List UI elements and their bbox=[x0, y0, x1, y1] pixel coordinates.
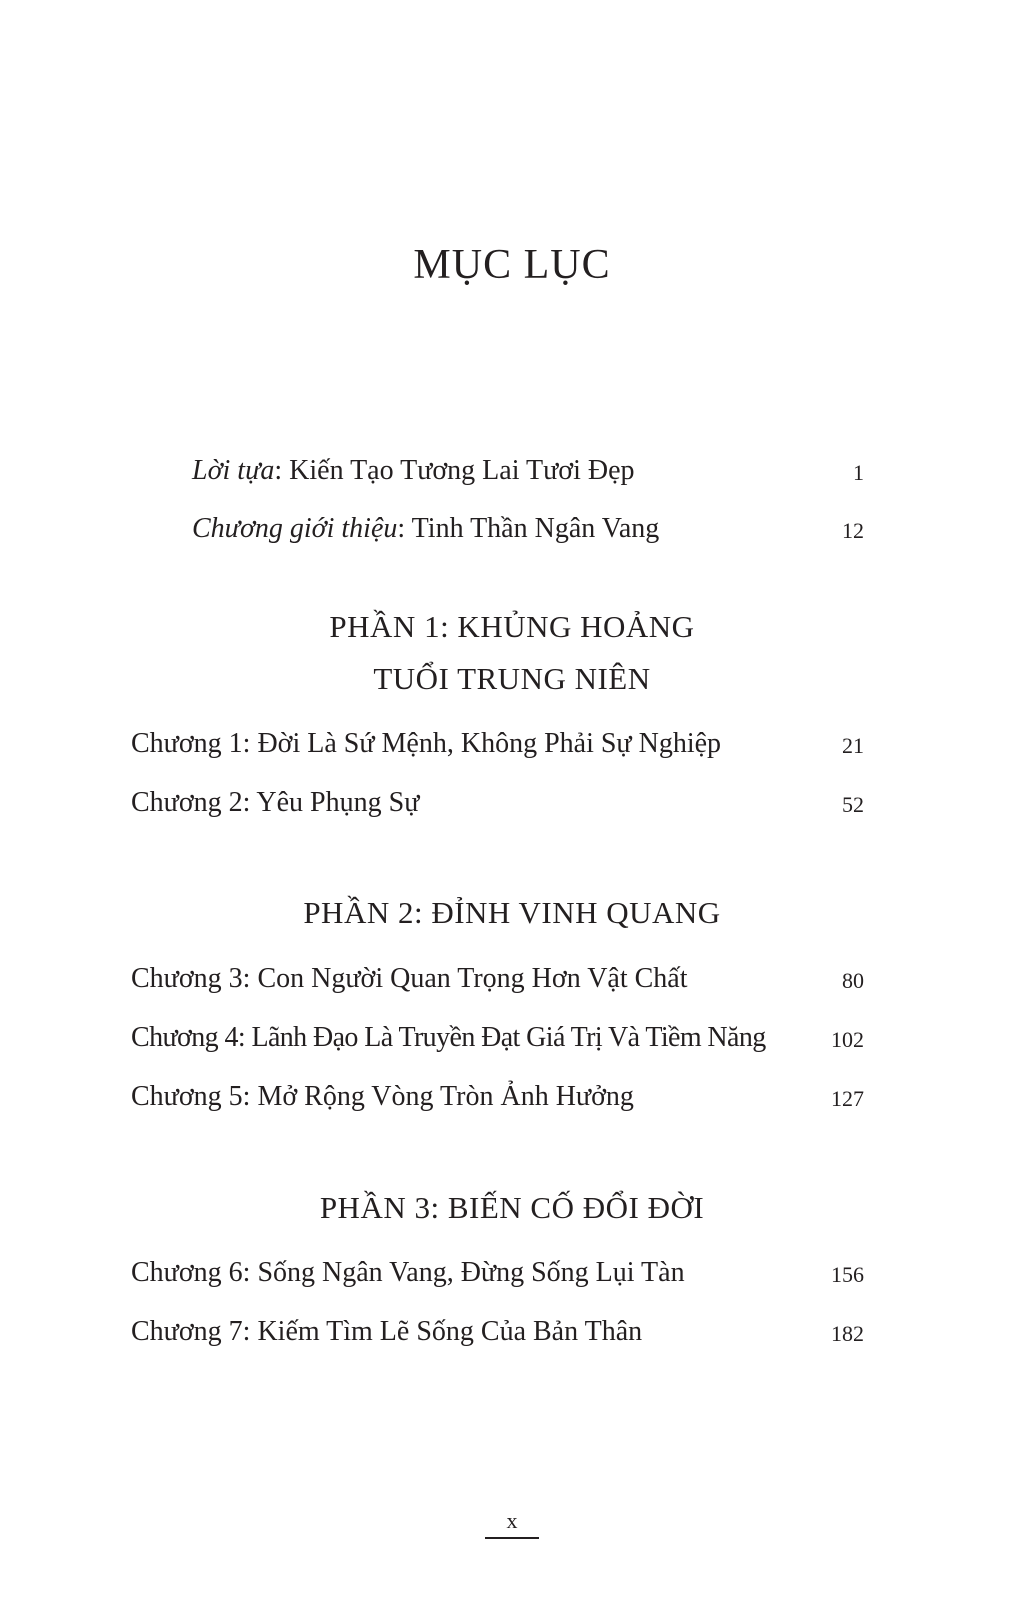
toc-entry-introduction[interactable] bbox=[192, 509, 864, 549]
entry-title: Chương 6: Sống Ngân Vang, Đừng Sống Lụi Tàn bbox=[131, 1257, 685, 1288]
entry-separator: : bbox=[274, 455, 290, 486]
page-number-footer: x bbox=[506, 1508, 518, 1533]
part-heading-line: TUỔI TRUNG NIÊN bbox=[373, 661, 651, 696]
toc-entry-chapter-1[interactable] bbox=[131, 724, 864, 764]
entry-title: Chương 5: Mở Rộng Vòng Tròn Ảnh Hưởng bbox=[131, 1081, 634, 1112]
entry-page-number: 156 bbox=[831, 1262, 864, 1287]
entry-page-number: 127 bbox=[831, 1086, 864, 1111]
toc-entry-preface[interactable] bbox=[192, 451, 864, 491]
entry-title: Tinh Thần Ngân Vang bbox=[411, 513, 660, 544]
toc-entry-chapter-4[interactable] bbox=[131, 1018, 864, 1058]
entry-page-number: 21 bbox=[842, 733, 864, 758]
part-heading-line: PHẦN 3: BIẾN CỐ ĐỔI ĐỜI bbox=[319, 1190, 705, 1225]
page-title: MỤC LỤC bbox=[413, 242, 611, 288]
footer-rule bbox=[485, 1537, 539, 1539]
part-heading-line: PHẦN 2: ĐỈNH VINH QUANG bbox=[303, 895, 721, 930]
entry-prefix: Lời tựa bbox=[192, 455, 275, 486]
entry-prefix: Chương giới thiệu bbox=[192, 513, 398, 544]
entry-title: Chương 3: Con Người Quan Trọng Hơn Vật Chất bbox=[131, 963, 688, 994]
entry-title: Chương 7: Kiếm Tìm Lẽ Sống Của Bản Thân bbox=[131, 1316, 643, 1347]
entry-page-number: 1 bbox=[853, 460, 864, 485]
entry-page-number: 52 bbox=[842, 792, 864, 817]
entry-page-number: 182 bbox=[831, 1321, 864, 1346]
entry-page-number: 102 bbox=[831, 1027, 864, 1052]
entry-separator: : bbox=[397, 513, 412, 544]
part-heading bbox=[0, 887, 1024, 939]
entry-title: Kiến Tạo Tương Lai Tươi Đẹp bbox=[289, 455, 635, 486]
part-heading bbox=[0, 1182, 1024, 1234]
entry-title: Chương 2: Yêu Phụng Sự bbox=[131, 787, 420, 818]
toc-entry-chapter-6[interactable] bbox=[131, 1253, 864, 1293]
entry-title: Chương 1: Đời Là Sứ Mệnh, Không Phải Sự Nghiệp bbox=[131, 728, 722, 759]
part-heading bbox=[0, 601, 1024, 705]
entry-page-number: 80 bbox=[842, 968, 864, 993]
part-heading-line: PHẦN 1: KHỦNG HOẢNG bbox=[329, 609, 695, 644]
toc-entry-chapter-3[interactable] bbox=[131, 959, 864, 999]
entry-title: Chương 4: Lãnh Đạo Là Truyền Đạt Giá Trị Và Tiềm Năng bbox=[131, 1022, 766, 1053]
entry-page-number: 12 bbox=[842, 518, 864, 543]
toc-entry-chapter-5[interactable] bbox=[131, 1077, 864, 1117]
toc-entry-chapter-2[interactable] bbox=[131, 783, 864, 823]
toc-entry-chapter-7[interactable] bbox=[131, 1312, 864, 1352]
